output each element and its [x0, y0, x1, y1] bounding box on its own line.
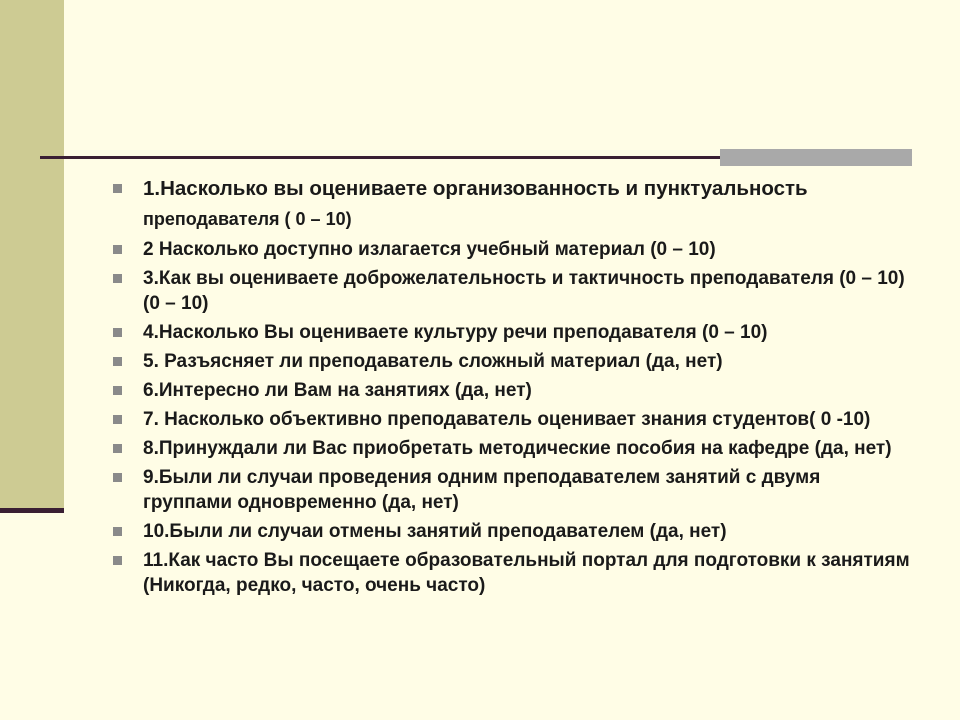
list-item	[112, 174, 912, 234]
question-text: 4.Насколько Вы оцениваете культуру речи преподавателя (0 – 10)	[143, 322, 768, 343]
sidebar-base-line	[0, 508, 64, 513]
question-text: 8.Принуждали ли Вас приобретать методические пособия на кафедре (да, нет)	[143, 438, 892, 459]
square-bullet-icon	[113, 556, 122, 565]
question-text: 5. Разъясняет ли преподаватель сложный материал (да, нет)	[143, 351, 723, 372]
list-item	[112, 378, 912, 403]
slide-content	[112, 174, 912, 602]
question-text: 9.Были ли случаи проведения одним преподавателем занятий с двумя группами одновременно (да, нет)	[143, 467, 821, 513]
question-text: 7. Насколько объективно преподаватель оценивает знания студентов( 0 -10)	[143, 409, 871, 430]
square-bullet-icon	[113, 473, 122, 482]
list-item	[112, 548, 912, 598]
list-item	[112, 407, 912, 432]
list-item	[112, 519, 912, 544]
question-text: 2 Насколько доступно излагается учебный материал (0 – 10)	[143, 239, 716, 260]
list-item	[112, 349, 912, 374]
question-suffix: преподавателя ( 0 – 10)	[143, 209, 352, 229]
list-item	[112, 237, 912, 262]
list-item	[112, 436, 912, 461]
square-bullet-icon	[113, 184, 122, 193]
square-bullet-icon	[113, 274, 122, 283]
square-bullet-icon	[113, 328, 122, 337]
list-item	[112, 465, 912, 515]
square-bullet-icon	[113, 444, 122, 453]
square-bullet-icon	[113, 527, 122, 536]
question-text: 6.Интересно ли Вам на занятиях (да, нет)	[143, 380, 532, 401]
grey-accent-band	[720, 149, 912, 166]
square-bullet-icon	[113, 415, 122, 424]
list-item	[112, 266, 912, 316]
question-text: 1.Насколько вы оцениваете организованность и пунктуальность	[143, 177, 808, 200]
left-sidebar-panel	[0, 0, 64, 512]
question-text: 11.Как часто Вы посещаете образовательный портал для подготовки к занятиям (Никогда, редко, часто, очень часто)	[143, 550, 910, 596]
square-bullet-icon	[113, 245, 122, 254]
square-bullet-icon	[113, 386, 122, 395]
question-text: 3.Как вы оцениваете доброжелательность и тактичность преподавателя (0 – 10)(0 – 10)	[143, 268, 905, 314]
list-item	[112, 320, 912, 345]
question-text: 10.Были ли случаи отмены занятий преподавателем (да, нет)	[143, 521, 727, 542]
square-bullet-icon	[113, 357, 122, 366]
question-list	[112, 174, 912, 598]
